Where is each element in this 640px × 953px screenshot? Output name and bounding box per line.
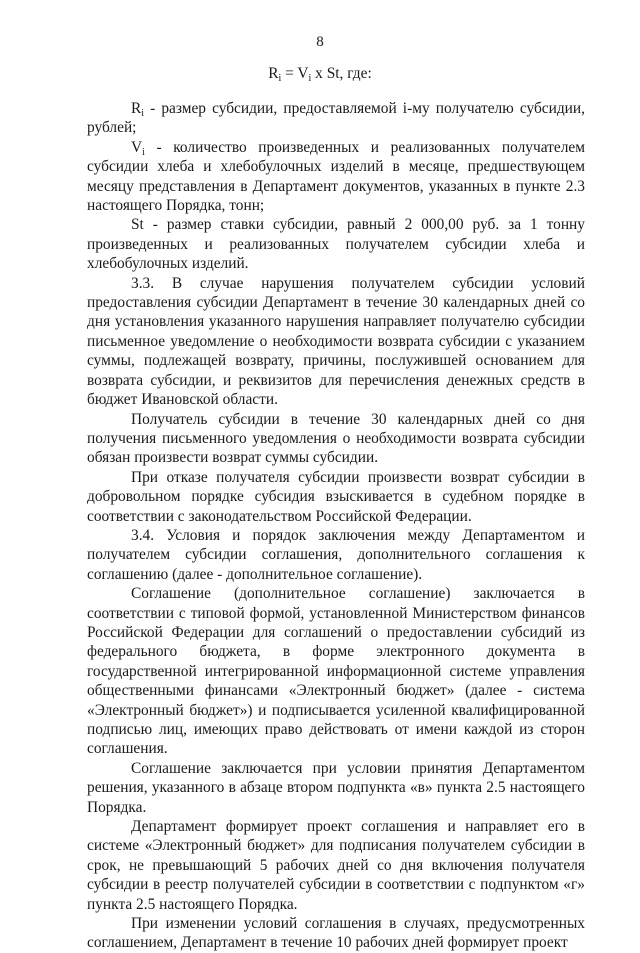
var-v-sub: i xyxy=(142,146,145,158)
formula-v: V xyxy=(297,65,309,82)
paragraph-agreement-draft: Департамент формирует проект соглашения и направляет его в системе «Электронный бюджет» для подписания получателем субсидии в срок, не превышающий 5 рабочих дней со дня включения получателя субсидии в реестр получателей субсидии в соответствии с подпунктом «г» пункта 2.5 настоящего Порядка. xyxy=(87,818,585,913)
paragraph-agreement-condition: Соглашение заключается при условии принятия Департаментом решения, указанного в абзаце втором подпункта «в» пункта 2.5 настоящего Порядка. xyxy=(87,759,585,816)
paragraph-text: - количество произведенных и реализованных получателем субсидии хлеба и хлебобулочных изделий в месяце, предшествующем месяцу представления в Департамент документов, указанных в пункте 2.3 настоящего Порядка, тонн; xyxy=(87,138,585,215)
formula-r: R xyxy=(268,65,279,82)
paragraph-text: - размер субсидии, предоставляемой i-му получателю субсидии, рублей; xyxy=(87,100,585,137)
var-r-sub: i xyxy=(141,108,145,119)
var-r: R xyxy=(131,100,142,117)
formula-eq: = xyxy=(281,65,298,82)
paragraph-agreement-form: Соглашение (дополнительное соглашение) заключается в соответствии с типовой формой, установленной Министерством финансов Российской Федерации для соглашений о предоставлении субсидий из федерального бюджета, в форме электронного документа в государственной интегрированной информационной системе управления общественными финансами «Электронный бюджет» (далее - система «Электронный бюджет») и подписывается усиленной квалифицированной подписью лиц, имеющих право действовать от имени каждой из сторон соглашения. xyxy=(87,585,585,758)
page-number: 8 xyxy=(316,34,324,50)
paragraph-definition-r xyxy=(87,99,585,138)
paragraph-3-4: 3.4. Условия и порядок заключения между Департаментом и получателем субсидии соглашения, дополнительного соглашения к соглашению (далее - дополнительное соглашение). xyxy=(87,526,585,583)
subsidy-formula xyxy=(0,64,640,83)
paragraph-agreement-changes: При изменении условий соглашения в случаях, предусмотренных соглашением, Департамент в течение 10 рабочих дней формирует проект xyxy=(87,915,585,952)
paragraph-definition-v xyxy=(87,138,585,216)
paragraph-definition-st: St - размер ставки субсидии, равный 2 000,00 руб. за 1 тонну произведенных и реализованных получателем субсидии хлеба и хлебобулочных изделий. xyxy=(87,216,585,273)
formula-rest: x St, где: xyxy=(311,65,372,82)
formula-v-sub: i xyxy=(308,73,312,84)
paragraph-refund-obligation: Получатель субсидии в течение 30 календарных дней со дня получения письменного уведомления о необходимости возврата субсидии обязан произвести возврат суммы субсидии. xyxy=(87,410,585,467)
document-body xyxy=(87,99,585,953)
var-v: V xyxy=(131,138,143,156)
formula-r-sub: i xyxy=(278,73,282,84)
paragraph-refund-refusal: При отказе получателя субсидии произвести возврат субсидии в добровольном порядке субсидия взыскивается в судебном порядке в соответствии с законодательством Российской Федерации. xyxy=(87,468,585,525)
paragraph-3-3: 3.3. В случае нарушения получателем субсидии условий предоставления субсидии Департамент в течение 30 календарных дней со дня установления указанного нарушения направляет получателю субсидии письменное уведомление о необходимости возврата субсидии с указанием суммы, подлежащей возврату, причины, послужившей основанием для возврата субсидии, и реквизитов для перечисления денежных средств в бюджет Ивановской области. xyxy=(87,274,585,409)
